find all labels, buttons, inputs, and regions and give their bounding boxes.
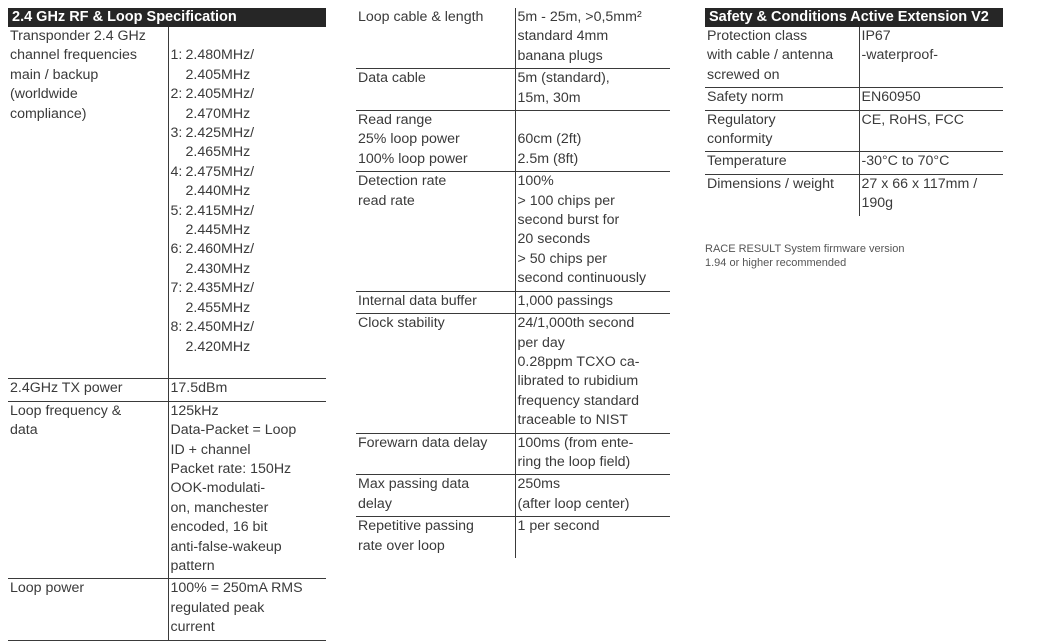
spec-value: 250ms (after loop center): [515, 475, 670, 517]
table-row: [8, 579, 326, 640]
frequency-pair: [171, 46, 327, 65]
frequency-pair-backup: [171, 338, 327, 357]
main-frequency: 2.415MHz/: [185, 202, 255, 219]
channel-frequencies: [168, 27, 326, 379]
cable-read-spec-table: [356, 8, 670, 558]
table-row: [8, 27, 326, 379]
frequency-pair: [171, 163, 327, 182]
spec-value: 1 per second: [517, 518, 600, 535]
table-row: [705, 174, 1003, 215]
main-frequency: 2.405MHz/: [185, 86, 255, 103]
main-frequency: 2.450MHz/: [185, 319, 255, 336]
spec-key: Regulatory conformity: [705, 110, 859, 152]
channel-number: 8:: [170, 319, 183, 336]
table-row: [705, 110, 1003, 152]
spec-value: 125kHz Data-Packet = Loop ID + channel Packet rate: 150Hz OOK-modulati- on, manchester encoded, 16 bit anti-false-wakeup pattern: [168, 401, 326, 579]
spec-value: 5m (standard), 15m, 30m: [515, 69, 670, 111]
backup-frequency: 2.465MHz: [185, 144, 251, 161]
spec-key: Detection rate read rate: [356, 172, 515, 291]
spec-key: Max passing data delay: [356, 475, 515, 517]
frequency-pair: [171, 279, 327, 298]
channel-number: 6:: [170, 241, 183, 258]
main-frequency: 2.460MHz/: [185, 241, 255, 258]
frequency-pair: [171, 85, 327, 104]
backup-frequency: 2.440MHz: [185, 183, 251, 200]
table-row: [8, 401, 326, 579]
spec-key: Read range 25% loop power 100% loop power: [356, 111, 515, 172]
main-frequency: 2.475MHz/: [185, 163, 255, 180]
spec-key: Loop power: [8, 579, 168, 640]
spec-key: 2.4GHz TX power: [8, 379, 168, 401]
channel-number: 1:: [170, 47, 183, 64]
frequency-pair: [171, 318, 327, 337]
frequency-pair-backup: [171, 299, 327, 318]
spec-value: CE, RoHS, FCC: [859, 110, 1003, 152]
backup-frequency: 2.420MHz: [185, 338, 251, 355]
frequency-pair-backup: [171, 105, 327, 124]
table-row: [356, 172, 670, 291]
spec-key: Data cable: [356, 69, 515, 111]
spec-value: 100% = 250mA RMS regulated peak current: [168, 579, 326, 640]
spec-value: 27 x 66 x 117mm / 190g: [861, 175, 978, 212]
channel-number: 7:: [170, 280, 183, 297]
main-frequency: 2.435MHz/: [185, 280, 255, 297]
spec-value: 24/1,000th second per day 0.28ppm TCXO ca- librated to rubidium frequency standard traceable to NIST: [515, 314, 670, 433]
frequency-pair-backup: [171, 182, 327, 201]
backup-frequency: 2.470MHz: [185, 105, 251, 122]
spec-value: 5m - 25m, >0,5mm² standard 4mm banana plugs: [515, 8, 670, 69]
channel-number: 4:: [170, 163, 183, 180]
frequency-pair: [171, 240, 327, 259]
channel-number: 3:: [170, 125, 183, 142]
channel-number: 5:: [170, 202, 183, 219]
spec-key: Repetitive passing rate over loop: [356, 517, 515, 558]
table-row: [356, 433, 670, 475]
table-row: [356, 517, 670, 558]
frequency-pair: [171, 124, 327, 143]
spec-value: 100% > 100 chips per second burst for 20 seconds > 50 chips per second continuously: [515, 172, 670, 291]
table-row: [356, 69, 670, 111]
spec-key: Protection class with cable / antenna screwed on: [705, 27, 859, 88]
backup-frequency: 2.405MHz: [185, 66, 251, 83]
spec-value: 1,000 passings: [515, 291, 670, 313]
spec-key: Temperature: [705, 152, 859, 174]
spec-key: Forewarn data delay: [356, 433, 515, 475]
cable-read-spec-section: [356, 8, 670, 558]
spec-key: Transponder 2.4 GHz channel frequencies main / backup (worldwide compliance): [8, 27, 168, 379]
spec-value: -30°C to 70°C: [859, 152, 1003, 174]
frequency-pair-backup: [171, 143, 327, 162]
spec-key: Clock stability: [356, 314, 515, 433]
firmware-note: RACE RESULT System firmware version 1.94 or higher recommended: [705, 242, 905, 269]
main-frequency: 2.480MHz/: [185, 47, 255, 64]
spec-value: IP67 -waterproof-: [859, 27, 1003, 88]
table-row: [8, 379, 326, 401]
table-row: [356, 291, 670, 313]
frequency-pair-backup: [171, 221, 327, 240]
table-row: [356, 314, 670, 433]
spec-key: Dimensions / weight: [705, 174, 859, 215]
table-row: [705, 27, 1003, 88]
rf-loop-spec-table: [8, 27, 326, 641]
rf-loop-spec-section: [8, 8, 326, 641]
main-frequency: 2.425MHz/: [185, 125, 255, 142]
spec-value: EN60950: [859, 88, 1003, 110]
table-row: [705, 152, 1003, 174]
spec-value: 17.5dBm: [168, 379, 326, 401]
table-row: [705, 88, 1003, 110]
spec-key: Loop cable & length: [356, 8, 515, 69]
backup-frequency: 2.455MHz: [185, 299, 251, 316]
frequency-pair-backup: [171, 66, 327, 85]
table-row: [356, 475, 670, 517]
backup-frequency: 2.445MHz: [185, 222, 251, 239]
rf-loop-spec-title: 2.4 GHz RF & Loop Specification: [8, 8, 326, 27]
spec-key: Safety norm: [705, 88, 859, 110]
backup-frequency: 2.430MHz: [185, 260, 251, 277]
spec-value: 60cm (2ft) 2.5m (8ft): [515, 111, 670, 172]
table-row: [356, 8, 670, 69]
spec-key: Loop frequency & data: [8, 401, 168, 579]
safety-conditions-section: [705, 8, 1003, 270]
spec-key: Internal data buffer: [356, 291, 515, 313]
frequency-pair-backup: [171, 260, 327, 279]
safety-conditions-table: [705, 27, 1003, 216]
frequency-pair: [171, 202, 327, 221]
spec-value: 100ms (from ente- ring the loop field): [515, 433, 670, 475]
safety-conditions-title: Safety & Conditions Active Extension V2: [705, 8, 1003, 27]
table-row: [356, 111, 670, 172]
channel-number: 2:: [170, 86, 183, 103]
